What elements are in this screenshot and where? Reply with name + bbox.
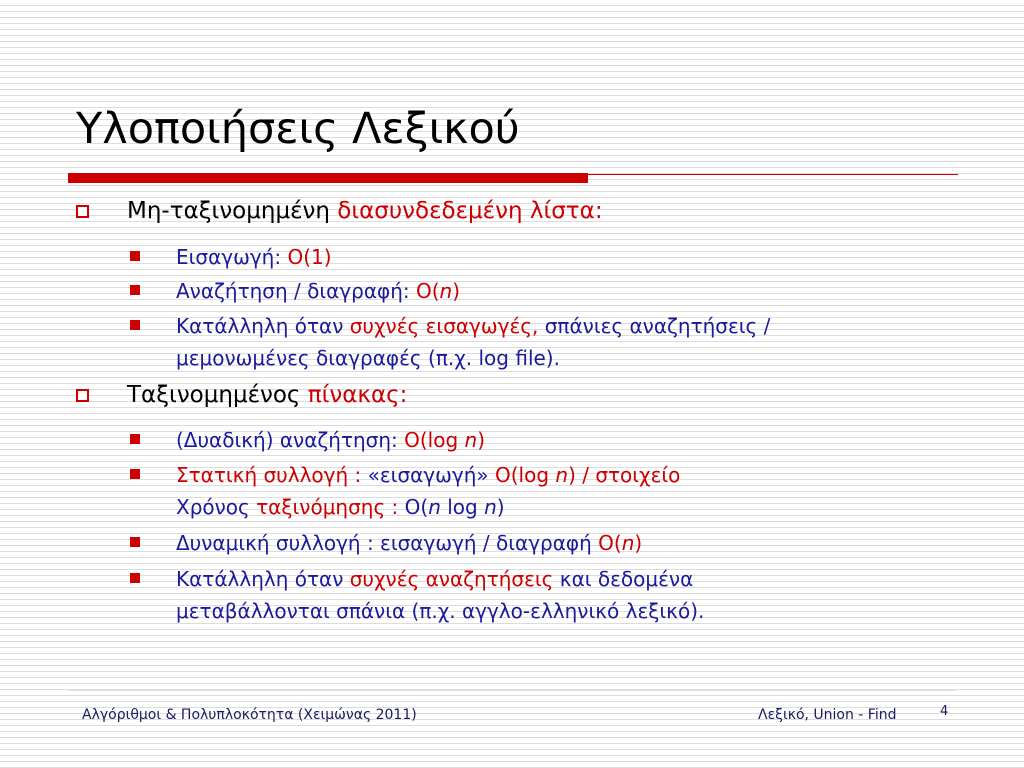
item-text: σπάνιες αναζητήσεις / <box>538 314 771 338</box>
item-text: Κατάλληλη όταν <box>176 567 350 591</box>
filled-square-bullet-icon <box>130 469 140 479</box>
heading-highlight: πίνακας: <box>307 382 408 408</box>
heading-highlight: διασυνδεδεμένη λίστα: <box>337 198 603 224</box>
list-item <box>176 528 642 558</box>
list-item-continuation <box>176 596 704 626</box>
item-text: Κατάλληλη όταν <box>176 314 350 338</box>
item-text: μεταβάλλονται σπάνια (π.χ. αγγλο-ελληνικό λεξικό). <box>176 599 705 623</box>
item-text: Χρόνος <box>176 495 257 519</box>
filled-square-bullet-icon <box>130 320 140 330</box>
item-var: n <box>484 495 497 519</box>
item-complexity: O( <box>598 531 622 555</box>
item-text: Εισαγωγή: <box>176 245 288 269</box>
item-highlight: ταξινόμησης : <box>256 495 405 519</box>
slide-title: Υλοποιήσεις Λεξικού <box>76 104 520 154</box>
list-item <box>176 311 770 341</box>
list-item <box>176 242 332 272</box>
filled-square-bullet-icon <box>130 285 140 295</box>
footer-course: Αλγόριθμοι & Πολυπλοκότητα (Χειμώνας 2011) <box>82 707 417 723</box>
section-heading <box>127 198 603 224</box>
section-heading <box>127 382 407 408</box>
item-text: μεμονωμένες διαγραφές (π.χ. log file). <box>176 346 560 370</box>
list-item-continuation <box>176 343 560 373</box>
filled-square-bullet-icon <box>130 537 140 547</box>
title-underline-line <box>588 174 958 175</box>
item-complexity: O( <box>404 495 429 519</box>
footer-divider <box>68 690 956 691</box>
item-var: n <box>621 531 635 555</box>
item-close: ) <box>452 279 461 303</box>
filled-square-bullet-icon <box>130 573 140 583</box>
item-var: n <box>555 463 569 487</box>
item-var: n <box>464 428 478 452</box>
list-item <box>176 564 693 594</box>
item-var: n <box>439 279 453 303</box>
list-item <box>176 460 680 490</box>
item-complexity: O(log <box>495 463 556 487</box>
item-text: Δυναμική συλλογή : εισαγωγή / διαγραφή <box>176 531 599 555</box>
hollow-square-bullet-icon <box>76 389 89 402</box>
item-text: «εισαγωγή» <box>367 463 495 487</box>
hollow-square-bullet-icon <box>76 205 89 218</box>
item-close: ) <box>496 495 505 519</box>
list-item-continuation <box>176 492 505 522</box>
item-highlight: Στατική συλλογή : <box>176 463 368 487</box>
heading-text: Ταξινομημένος <box>127 382 308 408</box>
list-item <box>176 276 460 306</box>
item-close: ) <box>477 428 486 452</box>
item-complexity: O(1) <box>287 245 332 269</box>
item-complexity: O(log <box>404 428 465 452</box>
item-complexity: O( <box>415 279 440 303</box>
item-highlight: συχνές εισαγωγές, <box>349 314 539 338</box>
item-text: και δεδομένα <box>553 567 694 591</box>
filled-square-bullet-icon <box>130 434 140 444</box>
footer-topic: Λεξικό, Union - Find <box>758 707 897 723</box>
item-highlight: συχνές αναζητήσεις <box>349 567 554 591</box>
item-text: log <box>440 495 485 519</box>
page-number: 4 <box>940 704 949 719</box>
item-text: Αναζήτηση / διαγραφή: <box>176 279 416 303</box>
item-text: ) / στοιχείο <box>568 463 681 487</box>
item-text: (Δυαδική) αναζήτηση: <box>176 428 405 452</box>
item-close: ) <box>634 531 643 555</box>
heading-text: Μη-ταξινομημένη <box>127 198 338 224</box>
title-underline-bar <box>68 173 588 183</box>
filled-square-bullet-icon <box>130 251 140 261</box>
list-item <box>176 425 485 455</box>
item-var: n <box>428 495 441 519</box>
